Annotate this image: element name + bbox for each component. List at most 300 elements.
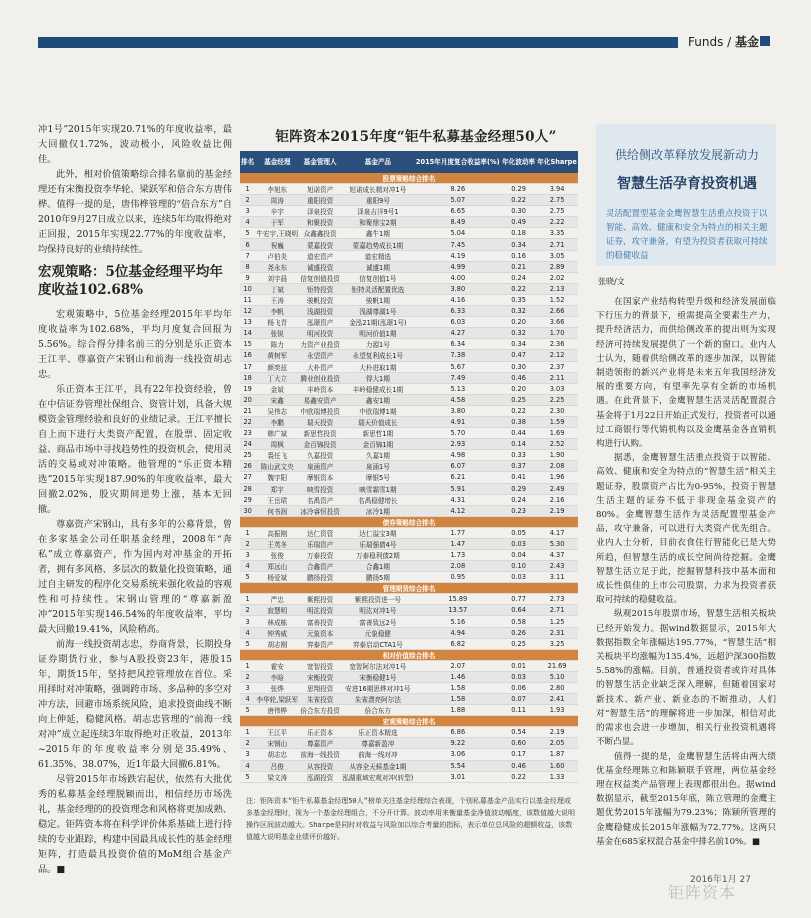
article-header xyxy=(596,124,776,266)
table-cell: 23 xyxy=(240,428,255,439)
table-cell: 6.34 xyxy=(415,339,501,350)
table-cell: 4.17 xyxy=(536,527,578,538)
table-cell: 富善投资 xyxy=(299,616,341,627)
table-cell: 紫熙投资进一号 xyxy=(341,594,415,605)
table-cell: 4.31 xyxy=(415,494,501,505)
table-cell: 2.08 xyxy=(536,461,578,472)
table-cell: 2.12 xyxy=(536,350,578,361)
table-cell: 7.38 xyxy=(415,350,501,361)
table-section-row xyxy=(240,516,578,527)
table-cell: 李帆 xyxy=(255,306,299,317)
left-subheading: 宏观策略：5位基金经理平均年度收益102.68% xyxy=(38,264,223,298)
table-cell: 0.54 xyxy=(501,727,536,738)
table-cell: 7 xyxy=(240,250,255,261)
table-cell: 5.54 xyxy=(415,760,501,771)
article-body xyxy=(596,295,776,849)
table-cell: 2.25 xyxy=(536,394,578,405)
table-cell: 宽智投资 xyxy=(299,660,341,671)
table-cell: 0.22 xyxy=(501,771,536,782)
article-kicker: 供给侧改革释放发展新动力 xyxy=(614,148,759,162)
table-cell: 15.89 xyxy=(415,594,501,605)
table-cell: 得大1期 xyxy=(341,372,415,383)
table-cell: 6.86 xyxy=(415,727,501,738)
table-row xyxy=(240,383,578,394)
table-row xyxy=(240,394,578,405)
table-cell: 映雪霜雪1期 xyxy=(341,483,415,494)
table-header-cell: 年化Sharpe xyxy=(536,151,578,173)
table-row xyxy=(240,505,578,516)
table-row xyxy=(240,682,578,693)
table-row xyxy=(240,483,578,494)
table-cell: 2.43 xyxy=(536,561,578,572)
table-cell: 0.34 xyxy=(501,239,536,250)
table-cell: 映雪投资 xyxy=(299,483,341,494)
table-cell: 3.80 xyxy=(415,283,501,294)
table-cell: 4.27 xyxy=(415,328,501,339)
table-cell: 骏帆1期 xyxy=(341,294,415,305)
table-cell: 明汯对冲1号 xyxy=(341,605,415,616)
table-cell: 1.47 xyxy=(415,538,501,549)
table-header-cell: 排名 xyxy=(240,151,255,173)
table-row xyxy=(240,217,578,228)
table-cell: 5 xyxy=(240,705,255,716)
table-cell: 众鑫鑫投资 xyxy=(299,228,341,239)
table-cell: 尊嘉新盈冲 xyxy=(341,738,415,749)
table-cell: 泉涌资产 xyxy=(299,461,341,472)
table-cell: 0.46 xyxy=(501,760,536,771)
table-cell: 倍合东方 xyxy=(341,705,415,716)
table-cell: 4.99 xyxy=(415,261,501,272)
table-cell: 6.82 xyxy=(415,638,501,649)
table-cell: 梁文涛 xyxy=(255,771,299,782)
table-cell: 0.07 xyxy=(501,694,536,705)
table-row xyxy=(240,527,578,538)
table-cell: 合鑫资产 xyxy=(299,561,341,572)
table-cell: 1.73 xyxy=(415,550,501,561)
table-cell: 前海一线对冲 xyxy=(341,749,415,760)
table-row xyxy=(240,572,578,583)
table-cell: 弈泰启动CTA1号 xyxy=(341,638,415,649)
table-cell: 久嘉投资 xyxy=(299,450,341,461)
table-cell: 24 xyxy=(240,439,255,450)
table-section-row xyxy=(240,173,578,184)
table-cell: 1 xyxy=(240,660,255,671)
table-cell: 4 xyxy=(240,694,255,705)
table-row xyxy=(240,594,578,605)
table-cell: 20 xyxy=(240,394,255,405)
table-cell: 重阳9号 xyxy=(341,195,415,206)
table-cell: 1 xyxy=(240,727,255,738)
table-cell: 杨爱斌 xyxy=(255,572,299,583)
table-cell: 王岳珺 xyxy=(255,494,299,505)
table-cell: 1 xyxy=(240,184,255,195)
table-cell: 金斌 xyxy=(255,383,299,394)
table-row xyxy=(240,261,578,272)
table-cell: 3 xyxy=(240,682,255,693)
table-cell: 明河投资 xyxy=(299,328,341,339)
table-cell: 4.98 xyxy=(415,450,501,461)
table-row xyxy=(240,361,578,372)
table-cell: 0.25 xyxy=(501,638,536,649)
table-cell: 朱雀漂亮阿尔法 xyxy=(341,694,415,705)
table-cell: 3 xyxy=(240,616,255,627)
table-cell: 0.60 xyxy=(501,738,536,749)
table-cell: 丰岭资本 xyxy=(299,383,341,394)
table-cell: 万泰稳利债2期 xyxy=(341,550,415,561)
table-row xyxy=(240,627,578,638)
section-label xyxy=(688,33,759,50)
table-cell: 达仁资管 xyxy=(299,527,341,538)
section-sep: / xyxy=(727,35,732,49)
table-cell: 丰岭稳健成长1期 xyxy=(341,383,415,394)
page-footer: 2016年1月 27 xyxy=(690,875,751,885)
table-cell: 名禹稳健增长 xyxy=(341,494,415,505)
table-cell: 吕俊 xyxy=(255,760,299,771)
table-cell: 韩广斌 xyxy=(255,428,299,439)
table-cell: 道宏资产 xyxy=(299,250,341,261)
section-square-icon xyxy=(760,36,770,46)
table-cell: 1 xyxy=(240,594,255,605)
table-cell: 辛宇 xyxy=(255,206,299,217)
table-cell: 0.11 xyxy=(501,705,536,716)
table-header-cell: 年化波动率 xyxy=(501,151,536,173)
table-cell: 力资产业投资 xyxy=(299,339,341,350)
table-cell: 3 xyxy=(240,550,255,561)
table-cell: 5.07 xyxy=(415,195,501,206)
table-cell: 6.21 xyxy=(415,472,501,483)
table-cell: 李晗 xyxy=(255,671,299,682)
table-cell: 0.14 xyxy=(501,439,536,450)
table-row xyxy=(240,638,578,649)
table-cell: 骏帆投资 xyxy=(299,294,341,305)
table-cell: 8.49 xyxy=(415,217,501,228)
table-cell: 蒙嘉投资 xyxy=(299,239,341,250)
left-paragraph: 此外，相对价值策略综合排名靠前的基金经理还有宋衡投资李华轮、梁跃军和倍合东方唐伟桦。值得一提的是，唐伟桦管理的“倍合东方”自2010年9月27日成立以来，连续5年均取得绝对正回报，2015年实现22.77%的年度收益率，均保持良好的业绩持续性。 xyxy=(38,169,232,255)
table-cell: 杨飞青 xyxy=(255,317,299,328)
table-cell: 3 xyxy=(240,749,255,760)
table-cell: 乐正资本精选 xyxy=(341,727,415,738)
table-cell: 严忠 xyxy=(255,594,299,605)
table-cell: 诚盛1期 xyxy=(341,261,415,272)
table-cell: 思翔投资 xyxy=(299,682,341,693)
table-cell: 17 xyxy=(240,361,255,372)
table-cell: 大朴资产 xyxy=(299,361,341,372)
table-row xyxy=(240,738,578,749)
table-cell: 金百锦1期 xyxy=(341,439,415,450)
table-cell: 鹏扬投资 xyxy=(299,572,341,583)
table-row xyxy=(240,428,578,439)
table-cell: 2.16 xyxy=(536,494,578,505)
table-cell: 4 xyxy=(240,561,255,572)
section-title: 相对价值综合排名 xyxy=(240,649,578,660)
table-cell: 0.32 xyxy=(501,306,536,317)
table-cell: 王江平 xyxy=(255,727,299,738)
table-cell: 13 xyxy=(240,317,255,328)
article-paragraph: 值得一提的是，金鹰智慧生活将由两大绩优基金经理陈立和陈颖联手管理，两位基金经理在权益类产品管理上表现都很出色。据wind数据显示，截至2015年底，陈立管理的金鹰主题优势2015年涨幅为79.23%；陈颖所管理的金鹰稳健成长2015年涨幅为72.77%。这两只基金在685家权混合基金中排名前10%。■ xyxy=(596,751,776,847)
table-row xyxy=(240,616,578,627)
section-title: 债券策略综合排名 xyxy=(240,516,578,527)
table-row xyxy=(240,239,578,250)
table-cell: 寂慧明 xyxy=(255,605,299,616)
table-header-cell: 基金经理 xyxy=(255,151,299,173)
table-cell: 刘宇晨 xyxy=(255,272,299,283)
table-title: 钜阵资本2015年度“钜牛私募基金经理50人” xyxy=(275,129,557,145)
table-cell: 30 xyxy=(240,505,255,516)
table-cell: 信复创值1号 xyxy=(341,272,415,283)
table-cell: 7.49 xyxy=(415,372,501,383)
table-cell: 李旭东 xyxy=(255,184,299,195)
table-cell: 4 xyxy=(240,627,255,638)
table-cell: 0.10 xyxy=(501,561,536,572)
table-cell: 钜特投资 xyxy=(299,283,341,294)
table-cell: 9.22 xyxy=(415,738,501,749)
table-cell: 1.69 xyxy=(536,428,578,439)
table-cell: 1.59 xyxy=(536,416,578,427)
table-cell: 0.22 xyxy=(501,405,536,416)
table-cell: 王英冬 xyxy=(255,538,299,549)
left-paragraph: 前海一线投资胡志忠，券商背景，长期投身证券期货行业，参与A股投资23年，港股15年，期货15年，坚持把风控管理放在首位。采用择时对冲策略，强调跨市场、多品种的多空对冲方法，回避市场系统风险，追求投资曲线不断向上伸延，稳健风格。胡志忠管理的“前海一线对冲”成立起连续3年取得绝对正收益，2013年~2015年的年度收益率分别是35.49%、61.35%、38.07%，近1年最大回撤6.81%。 xyxy=(38,639,232,770)
table-cell: 5.13 xyxy=(415,383,501,394)
table-cell: 9 xyxy=(240,272,255,283)
table-cell: 5.91 xyxy=(415,483,501,494)
table-cell: 2 xyxy=(240,671,255,682)
table-row xyxy=(240,660,578,671)
table-cell: 0.64 xyxy=(501,605,536,616)
table-cell: 3.01 xyxy=(415,771,501,782)
table-cell: 新思哲1期 xyxy=(341,428,415,439)
table-cell: 29 xyxy=(240,494,255,505)
table-cell: 16 xyxy=(240,350,255,361)
table-row xyxy=(240,694,578,705)
table-row xyxy=(240,605,578,616)
table-cell: 2.49 xyxy=(536,483,578,494)
table-cell: 1.52 xyxy=(536,294,578,305)
byline: 张晓/文 xyxy=(598,277,625,286)
table-cell: 3.94 xyxy=(536,184,578,195)
table-cell: 1.93 xyxy=(536,705,578,716)
table-cell: 周涛 xyxy=(255,195,299,206)
left-paragraph: 乐正资本王江平，具有22年投资经验，曾在中信证券管理社保组合、资管计划，具备大规模资金管理经验和良好的业绩记录。王江平擅长自上而下进行大类资产配置，在股票、固定收益、商品市场中寻找趋势性的投资机会，使用灵活的交易或对冲策略。他管理的“乐正资本精选”2015年实现187.90%的年度收益率，最大回撤2.02%，股灾期间逆势上涨，基本无回撤。 xyxy=(38,384,232,515)
table-cell: 15 xyxy=(240,339,255,350)
table-row xyxy=(240,306,578,317)
table-row xyxy=(240,749,578,760)
table-cell: 周枫 xyxy=(255,439,299,450)
table-cell: 1.33 xyxy=(536,771,578,782)
table-cell: 1.77 xyxy=(415,527,501,538)
table-cell: 弈泰资产 xyxy=(299,638,341,649)
table-cell: 和聚投资 xyxy=(299,217,341,228)
table-cell: 钜特灵活配置优选 xyxy=(341,283,415,294)
section-title: 股票策略综合排名 xyxy=(240,173,578,184)
table-cell: 泓湖重域宏观对冲(转型) xyxy=(341,771,415,782)
table-section-row xyxy=(240,649,578,660)
table-cell: 道宏精选 xyxy=(341,250,415,261)
table-cell: 4.12 xyxy=(415,505,501,516)
table-cell: 0.33 xyxy=(501,450,536,461)
table-row xyxy=(240,250,578,261)
right-column xyxy=(596,124,776,849)
table-cell: 0.20 xyxy=(501,383,536,394)
table-cell: 宋鑫 xyxy=(255,394,299,405)
table-cell: 3 xyxy=(240,206,255,217)
table-cell: 2.11 xyxy=(536,372,578,383)
table-cell: 中欧瑞博1期 xyxy=(341,405,415,416)
table-cell: 2.52 xyxy=(536,439,578,450)
table-cell: 2.07 xyxy=(415,660,501,671)
section-en: Funds xyxy=(688,35,724,49)
table-cell: 1.58 xyxy=(415,694,501,705)
table-cell: 朱雀投资 xyxy=(299,694,341,705)
table-cell: 2 xyxy=(240,195,255,206)
table-cell: 明汯投资 xyxy=(299,605,341,616)
table-cell: 金百锦投资 xyxy=(299,439,341,450)
article-paragraph: 据悉，金鹰智慧生活重点投资于以智能、高效、健康和安全为特点的“智慧生活”相关主题证券，股票资产占比为0-95%，投资于智慧生活主题的证券不低于非现金基金资产的80%。金鹰智慧生活作为灵活配置型基金产品，攻守兼备，可以进行大类资产优先组合。业内人士分析，目前衣食住行智能化已是大势所趋，但智慧生活的成长空间尚待挖掘。金鹰智慧生活立足于此，挖掘智慧科技中基本面和成长性俱佳的上市公司股票，力求为投资者获取可持续的稳健收益。 xyxy=(596,453,776,606)
table-cell: 宋钢山 xyxy=(255,738,299,749)
table-cell: 5 xyxy=(240,771,255,782)
left-paragraph: 冲1号”2015年实现20.71%的年度收益率，最大回撤仅1.72%，波动极小，风险收益比佣佳。 xyxy=(38,124,232,165)
table-cell: 0.95 xyxy=(415,572,501,583)
table-cell: 中欧瑞博投资 xyxy=(299,405,341,416)
table-cell: 4.37 xyxy=(536,550,578,561)
table-cell: 张烨 xyxy=(255,682,299,693)
table-cell: 0.34 xyxy=(501,339,536,350)
table-cell: 0.77 xyxy=(501,594,536,605)
table-cell: 李鹏 xyxy=(255,416,299,427)
table-cell: 0.17 xyxy=(501,749,536,760)
table-row xyxy=(240,538,578,549)
table-cell: 何书润 xyxy=(255,505,299,516)
table-cell: 王涛 xyxy=(255,294,299,305)
table-cell: 25 xyxy=(240,450,255,461)
table-cell: 0.24 xyxy=(501,494,536,505)
table-cell: 3.35 xyxy=(536,228,578,239)
table-cell: 5.30 xyxy=(536,538,578,549)
table-cell: 尧永东 xyxy=(255,261,299,272)
table-cell: 1.70 xyxy=(536,328,578,339)
table-cell: 0.29 xyxy=(501,184,536,195)
table-row xyxy=(240,228,578,239)
table-cell: 7.45 xyxy=(415,239,501,250)
table-cell: 5.04 xyxy=(415,228,501,239)
table-cell: 从容全天候基金1期 xyxy=(341,760,415,771)
table-cell: 21.69 xyxy=(536,660,578,671)
table-row xyxy=(240,272,578,283)
table-cell: 2.19 xyxy=(536,505,578,516)
table-cell: 2 xyxy=(240,605,255,616)
table-cell: 14 xyxy=(240,328,255,339)
table-cell: 胡志忠 xyxy=(255,749,299,760)
table-cell: 旭诺成长精对冲1号 xyxy=(341,184,415,195)
table-cell: 尊嘉资产 xyxy=(299,738,341,749)
table-cell: 0.22 xyxy=(501,283,536,294)
table-cell: 宋衡投资 xyxy=(299,671,341,682)
table-cell: 0.23 xyxy=(501,505,536,516)
table-cell: 宽智阿尔法对冲1号 xyxy=(341,660,415,671)
table-cell: 6.65 xyxy=(415,206,501,217)
table-cell: 2.93 xyxy=(415,439,501,450)
table-cell: 祝巍 xyxy=(255,239,299,250)
table-cell: 0.05 xyxy=(501,527,536,538)
table-cell: 诚盛投资 xyxy=(299,261,341,272)
left-paragraph: 宏观策略中，5位基金经理2015年平均年度收益率为102.68%，平均月度复合回报为5.56%。综合得分排名前三的分别是乐正资本王江平、尊嘉资产宋钢山和前海一线投资胡志忠。 xyxy=(38,309,232,380)
table-cell: 泓湖投资 xyxy=(299,771,341,782)
table-cell: 霍安 xyxy=(255,660,299,671)
table-cell: 11 xyxy=(240,294,255,305)
table-cell: 0.03 xyxy=(501,538,536,549)
article-headline: 智慧生活孕育投资机遇 xyxy=(617,176,757,192)
table-cell: 泽泉投资 xyxy=(299,206,341,217)
table-header-cell: 基金产品 xyxy=(341,151,415,173)
table-cell: 4.91 xyxy=(415,416,501,427)
table-row xyxy=(240,283,578,294)
table-cell: 0.38 xyxy=(501,416,536,427)
table-cell: 吴伟志 xyxy=(255,405,299,416)
table-cell: 0.58 xyxy=(501,616,536,627)
table-cell: 高振刚 xyxy=(255,527,299,538)
table-cell: 3.25 xyxy=(536,638,578,649)
table-cell: 0.35 xyxy=(501,294,536,305)
table-cell: 瑞天投资 xyxy=(299,416,341,427)
table-cell: 6.03 xyxy=(415,317,501,328)
table-cell: 2.13 xyxy=(536,283,578,294)
table-cell: 4.58 xyxy=(415,394,501,405)
table-row xyxy=(240,405,578,416)
ranking-table-block xyxy=(238,122,594,843)
table-cell: 牛宏宇,王晓明 xyxy=(255,228,299,239)
table-cell: 重阳投资 xyxy=(299,195,341,206)
table-cell: 颜奕兹 xyxy=(255,361,299,372)
table-cell: 26 xyxy=(240,461,255,472)
table-cell: 安进16期思烨对冲1号 xyxy=(341,682,415,693)
table-cell: 唐伟桦 xyxy=(255,705,299,716)
table-cell: 张俊 xyxy=(255,550,299,561)
table-cell: 0.03 xyxy=(501,572,536,583)
watermark: 钜阵资本 xyxy=(668,883,737,902)
table-cell: 0.32 xyxy=(501,328,536,339)
table-cell: 2.30 xyxy=(536,405,578,416)
table-cell: 2.05 xyxy=(536,738,578,749)
table-cell: 泉涌1号 xyxy=(341,461,415,472)
table-cell: 0.22 xyxy=(501,195,536,206)
section-cn: 基金 xyxy=(735,35,760,49)
table-cell: 0.04 xyxy=(501,550,536,561)
table-cell: 泓璟资产 xyxy=(299,317,341,328)
table-cell: 2.80 xyxy=(536,682,578,693)
table-row xyxy=(240,771,578,782)
table-cell: 0.46 xyxy=(501,372,536,383)
table-section-row xyxy=(240,583,578,594)
table-cell: 倍合东方投资 xyxy=(299,705,341,716)
table-cell: 18 xyxy=(240,372,255,383)
table-cell: 6.33 xyxy=(415,306,501,317)
ranking-table xyxy=(240,151,578,783)
table-cell: 6 xyxy=(240,239,255,250)
table-cell: 久嘉1期 xyxy=(341,450,415,461)
table-row xyxy=(240,472,578,483)
table-row xyxy=(240,328,578,339)
table-cell: 达仁溢宝3期 xyxy=(341,527,415,538)
table-note: 注：钜阵资本“钜牛私募基金经理50人”榜单关注基金经理综合表现，个别私募基金产品实行以基金经理或多基金经理时，视为一个基金经理组合，不分开计算。波动率用来衡量基金净值波动幅度，该数值越大说明操作区间波动越大。Sharpe是同时对收益与风险加以综合考量的指标，表示单位总风险的超额收益，该数值越大说明基金业绩评价越好。 xyxy=(246,796,575,841)
table-row xyxy=(240,671,578,682)
table-cell: 0.47 xyxy=(501,350,536,361)
table-cell: 2.89 xyxy=(536,261,578,272)
article-paragraph: 纵观2015年股票市场，智慧生活相关板块已经开始发力。据wind数据显示，2015年大数据指数全年涨幅达195.77%，“智慧生活”相关板块平均涨幅为135.4%，远超沪深300指数5.58%的涨幅。目前，普通投资者或许对具体的智慧生活企业缺乏深入理解，但随着国家对新技术、新产业、新业态的不断推动，人们对“智慧生活”的理解将进一步加深，相信对此的需求也会进一步增加，相关行业投资机遇将不断凸显。 xyxy=(596,609,776,748)
table-cell: 1.46 xyxy=(415,671,501,682)
table-cell: 信复创值投资 xyxy=(299,272,341,283)
table-cell: 0.18 xyxy=(501,228,536,239)
table-row xyxy=(240,372,578,383)
table-cell: 鑫牛1期 xyxy=(341,228,415,239)
